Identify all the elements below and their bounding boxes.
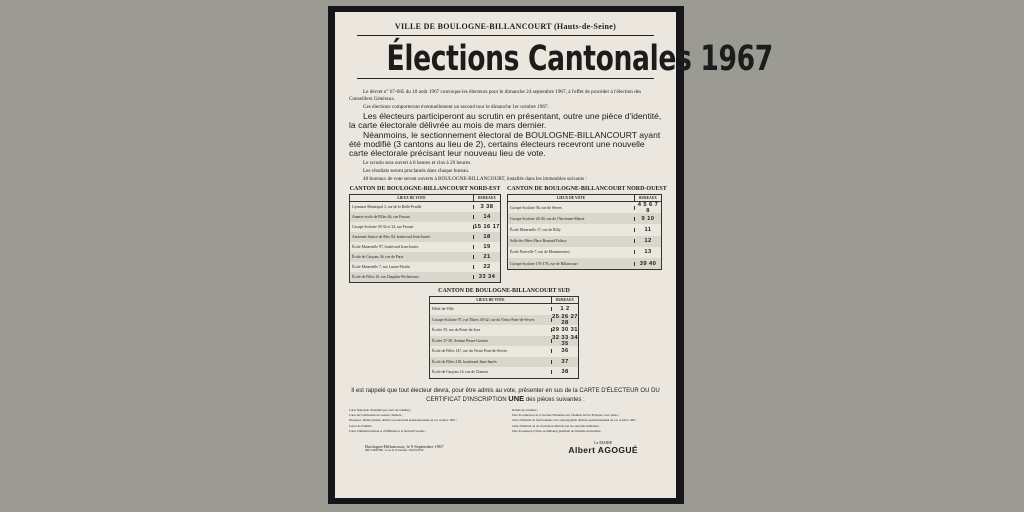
piece-item: Titre de pension (civile ou militaire) justifiant de l'identité du titulaire. <box>511 428 602 433</box>
piece-item: Carte d'immatriculation et d'affiliation à la Sécurité Sociale ; <box>349 428 427 433</box>
paragraph: Néanmoins, le sectionnement électoral de BOULOGNE-BILLANCOURT ayant été modifié (3 cantons au lieu de 2), certains électeurs recevront une nouvelle carte électorale précisant leur nouveau lieu de vote. <box>349 130 661 158</box>
bureau-numbers: 39 40 <box>639 260 657 267</box>
table-sud <box>429 288 579 379</box>
piece-item: Carte Nationale d'Identité (en cours de validité) ; <box>349 408 412 412</box>
table-row <box>350 262 500 272</box>
bureau-numbers: 18 <box>483 234 491 240</box>
lieu-de-vote: Salle des Fêtes Place Bernard Palissy <box>508 239 635 243</box>
canton-tables-bottom <box>349 288 662 384</box>
col-header-lieu: LIEUX DE VOTE <box>430 297 552 303</box>
piece-item: Carte d'identité ou de circulation délivrée par les autorités militaires ; <box>511 423 600 428</box>
table-row <box>508 236 661 247</box>
piece-item: Titre de réduction de la Société Nationale des Chemins de Fer Français, avec photo ; <box>511 413 620 418</box>
table-title: CANTON DE BOULOGNE-BILLANCOURT NORD-OUEST <box>507 186 667 192</box>
maire-name: Albert AGOGUÉ <box>568 445 638 456</box>
rappel-text <box>349 388 662 404</box>
col-header-lieu: LIEUX DE VOTE <box>508 195 635 201</box>
paragraph: Le scrutin sera ouvert à 8 heures et clos à 20 heures. <box>363 159 472 166</box>
lieu-de-vote: École Maternelle 97, boulevard Jean-Jaurès <box>350 245 474 249</box>
table-row <box>508 224 661 235</box>
lieu-de-vote: Hôtel-de-Ville <box>430 307 552 311</box>
lieu-de-vote: Groupe Scolaire 36, rue de Sèvres <box>508 206 635 210</box>
bureau-numbers: 11 <box>644 226 652 233</box>
bureau-numbers: 13 <box>644 249 652 256</box>
table-row <box>350 212 500 222</box>
bureau-numbers: 12 <box>644 238 652 245</box>
signature-block <box>568 440 638 455</box>
bureau-numbers: 3 38 <box>480 204 494 210</box>
table-row <box>430 336 578 347</box>
table-nord-ouest <box>507 186 667 270</box>
lieu-de-vote: Annexe école de Filles 46, rue Fessart <box>350 215 474 219</box>
bureau-numbers: 25 26 27 28 <box>552 313 578 326</box>
rappel-post: des pièces suivantes : <box>525 397 585 403</box>
col-header-bureaux: BUREAUX <box>478 196 496 200</box>
lieu-de-vote: École de Garçons 14, rue de Clamart <box>430 370 552 374</box>
table-row <box>350 252 500 262</box>
paragraph: Les résultats seront proclamés dans chaque bureau. <box>363 167 470 174</box>
header-rule <box>357 35 654 36</box>
table-box <box>429 296 579 379</box>
bureau-numbers: 14 <box>483 214 491 220</box>
piece-item: Carte du Combattant de couleur chamois ; <box>349 413 403 418</box>
table-row <box>350 242 500 252</box>
table-row <box>508 258 661 269</box>
lieu-de-vote: École Nouvelle 7, rue de Montmorency <box>508 250 635 254</box>
bureau-numbers: 15 16 17 <box>474 224 500 230</box>
announcement-text <box>349 89 662 182</box>
table-header-row <box>430 297 578 304</box>
table-box <box>349 194 501 283</box>
bureau-numbers: 21 <box>483 254 491 260</box>
lieu-de-vote: Gymnase Municipal 3, rue de la Belle-Feuille <box>350 205 474 209</box>
lieu-de-vote: Groupe Scolaire 30-32 et 34, rue Fessart <box>350 225 474 229</box>
piece-item: Passeport, même périmé, délivré ou renouvelé postérieurement au 1er octobre 1961 ; <box>349 418 458 423</box>
paragraph: Le décret n° 67-685 du 10 août 1967 convoque les électeurs pour le dimanche 24 septembre 1967, à l'effet de procéder à l'élection des Conseillers Généraux. <box>349 89 642 102</box>
col-header-lieu: LIEUX DE VOTE <box>350 195 474 201</box>
bureau-numbers: 37 <box>561 358 569 365</box>
lieu-de-vote: Ancienne Justice de Paix 84, boulevard Jean-Jaurès <box>350 235 474 239</box>
lieu-de-vote: École Maternelle 17, rue de Billy <box>508 228 635 232</box>
lieu-de-vote: École de Garçons 36, rue de Paris <box>350 255 474 259</box>
pieces-list <box>349 408 662 434</box>
maire-label: Le MAIRE <box>594 440 613 446</box>
col-header-bureaux: BUREAUX <box>556 298 574 302</box>
table-row <box>430 315 578 326</box>
col-header-bureaux: BUREAUX <box>639 196 657 200</box>
pieces-right <box>512 408 662 434</box>
table-row <box>430 346 578 357</box>
canton-tables-top <box>349 186 667 286</box>
lieu-de-vote: Écoles 37-39, Avenue Pierre-Grenier <box>430 339 552 343</box>
bureau-numbers: 1 2 <box>560 306 570 313</box>
paragraph: Les électeurs participeront au scrutin en présentant, outre une pièce d'identité, la carte électorale délivrée au mois de mars dernier. <box>349 110 662 130</box>
lieu-de-vote: Groupe Scolaire 97, rue Thiers 40-42, rue du Vieux-Pont-de-Sèvres <box>430 318 552 322</box>
pieces-left <box>349 408 499 434</box>
piece-item: Permis de conduire ; <box>511 408 539 412</box>
bureau-numbers: 29 30 31 <box>552 327 578 334</box>
poster-footer <box>349 440 662 455</box>
bureau-numbers: 9 10 <box>641 215 655 222</box>
piece-item: Livret de Famille ; <box>349 423 373 428</box>
lieu-de-vote: Écoles 59, rue du Point-du-Jour <box>430 328 552 332</box>
rappel-pre: Il est rappelé que tout électeur devra, pour être admis au vote, présenter en sus de la CARTE D'ÉLECTEUR OU DU CERTIFICAT D'INSCRIPTION <box>351 388 660 403</box>
paragraph: Ces élections comporteront éventuellement un second tour le dimanche 1er octobre 1967. <box>363 103 549 110</box>
lieu-de-vote: Groupe Scolaire 26-30, rue de l'Ancienne-Mairie <box>508 217 635 221</box>
table-nord-est <box>349 186 501 283</box>
table-row <box>350 272 500 282</box>
date-line: Boulogne-Billancourt, le 9 Septembre 1967 <box>365 444 444 450</box>
bureau-numbers: 22 <box>483 264 491 270</box>
table-row <box>508 202 661 213</box>
lieu-de-vote: École de Filles 147, rue du Vieux-Pont-de-Sèvres <box>430 349 552 353</box>
table-title: CANTON DE BOULOGNE-BILLANCOURT SUD <box>438 288 570 294</box>
poster-title: Élections Cantonales 1967 <box>386 39 773 79</box>
table-row <box>430 357 578 368</box>
bureau-numbers: 36 <box>561 348 569 355</box>
lieu-de-vote: École de Filles 218, boulevard Jean-Jaurès <box>430 360 552 364</box>
lieu-de-vote: École Maternelle 7, rue Lazare-Hoche <box>350 265 474 269</box>
imprimerie-line: IMP. SABATIER - 9, rue de la Tournelle - BOULOGNE <box>365 449 424 453</box>
bureau-numbers: 4 5 6 7 8 <box>637 201 659 214</box>
table-row <box>350 202 500 212</box>
table-box <box>507 194 662 270</box>
table-row <box>430 367 578 378</box>
bureau-numbers: 32 33 34 35 <box>552 334 578 347</box>
table-row <box>508 247 661 258</box>
bureau-numbers: 38 <box>561 369 569 376</box>
table-header-row <box>350 195 500 202</box>
table-row <box>350 222 500 232</box>
lieu-de-vote: École de Filles 10, rue Dauphin-Pechereaux <box>350 275 474 279</box>
lieu-de-vote: Groupe Scolaire 176-178, rue de Billancourt <box>508 262 635 266</box>
table-title: CANTON DE BOULOGNE-BILLANCOURT NORD-EST <box>349 186 501 192</box>
rappel-une: UNE <box>508 394 525 403</box>
table-row <box>508 213 661 224</box>
bureau-numbers: 33 34 <box>478 274 496 280</box>
table-row <box>350 232 500 242</box>
election-poster <box>335 12 773 498</box>
poster-header: VILLE DE BOULOGNE-BILLANCOURT (Hauts-de-Seine) <box>394 22 617 31</box>
piece-item: Carte d'identité de fonctionnaire avec photographie délivrée postérieurement au 1er octobre 1961 ; <box>511 418 638 423</box>
bureau-numbers: 19 <box>483 244 491 250</box>
paragraph: 40 bureaux de vote seront ouverts à BOULOGNE-BILLANCOURT, installés dans les immeubles suivants : <box>363 175 587 182</box>
